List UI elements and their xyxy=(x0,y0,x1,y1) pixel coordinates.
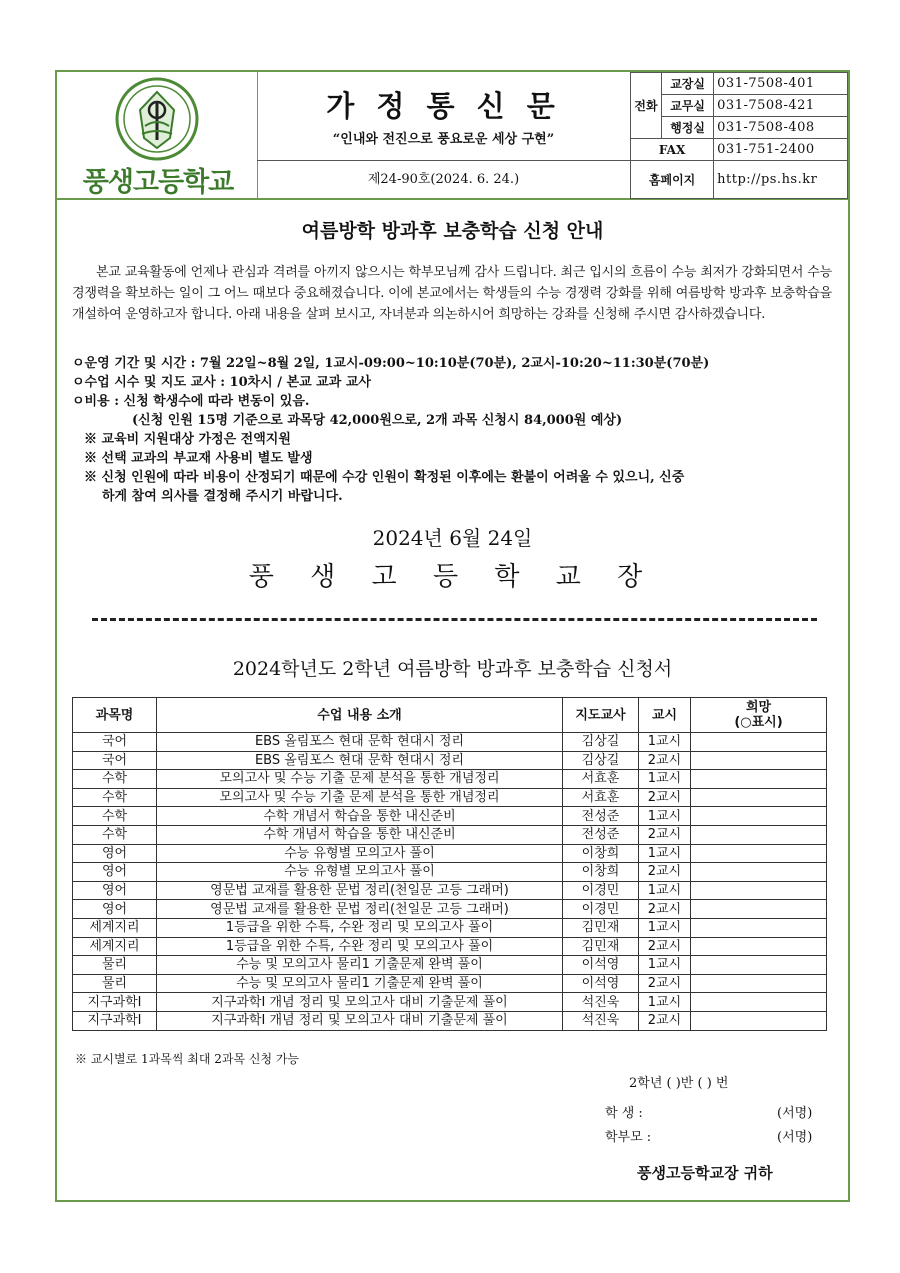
cell-subject: 물리 xyxy=(73,956,157,975)
cell-teacher: 전성준 xyxy=(563,825,639,844)
table-row xyxy=(73,881,827,900)
cell-content: 영문법 교재를 활용한 문법 정리(천일문 고등 그래머) xyxy=(157,881,563,900)
cell-period: 2교시 xyxy=(639,900,691,919)
phone-label: 전화 xyxy=(631,73,662,139)
cell-teacher: 서효훈 xyxy=(563,788,639,807)
table-row xyxy=(73,956,827,975)
cell-content: 수학 개념서 학습을 통한 내신준비 xyxy=(157,807,563,826)
header-wish xyxy=(691,698,827,733)
cell-content: 지구과학Ⅰ 개념 정리 및 모의고사 대비 기출문제 풀이 xyxy=(157,1011,563,1030)
cell-period: 1교시 xyxy=(639,807,691,826)
cell-period: 1교시 xyxy=(639,956,691,975)
cell-period: 1교시 xyxy=(639,993,691,1012)
cell-period: 2교시 xyxy=(639,974,691,993)
cell-subject: 수학 xyxy=(73,825,157,844)
title-cell xyxy=(257,72,631,198)
homepage-link[interactable]: http://ps.hs.kr xyxy=(714,161,848,199)
school-name: 풍생고등학교 xyxy=(82,167,234,198)
note-refund-cont: 하게 참여 의사를 결정해 주시기 바랍니다. xyxy=(102,489,343,504)
contact-label: 행정실 xyxy=(662,117,714,139)
cell-teacher: 김민재 xyxy=(563,937,639,956)
contact-number: 031-7508-408 xyxy=(714,117,848,139)
table-row xyxy=(73,825,827,844)
school-motto: “인내와 전진으로 풍요로운 세상 구현” xyxy=(332,132,555,147)
cost-item: ㅇ비용 : 신청 학생수에 따라 변동이 있음. xyxy=(72,394,310,409)
header-content: 수업 내용 소개 xyxy=(157,698,563,733)
cell-subject: 국어 xyxy=(73,733,157,752)
cell-period: 1교시 xyxy=(639,844,691,863)
cell-period: 2교시 xyxy=(639,788,691,807)
table-row xyxy=(73,1011,827,1030)
table-row xyxy=(73,863,827,882)
cell-period: 1교시 xyxy=(639,881,691,900)
note-textbook: ※ 선택 교과의 부교재 사용비 별도 발생 xyxy=(84,451,313,466)
cell-subject: 영어 xyxy=(73,844,157,863)
cost-detail: (신청 인원 15명 기준으로 과목당 42,000원으로, 2개 과목 신청시 84,000원 예상) xyxy=(132,413,623,428)
cell-period: 1교시 xyxy=(639,918,691,937)
cell-period: 2교시 xyxy=(639,863,691,882)
contact-label: 교장실 xyxy=(662,73,714,95)
cell-subject: 수학 xyxy=(73,807,157,826)
form-footnote: ※ 교시별로 1과목씩 최대 2과목 신청 가능 xyxy=(75,1052,300,1066)
cell-teacher: 이경민 xyxy=(563,900,639,919)
cell-content: 수능 유형별 모의고사 풀이 xyxy=(157,844,563,863)
table-row xyxy=(73,900,827,919)
cell-subject: 수학 xyxy=(73,770,157,789)
cell-content: EBS 올림포스 현대 문학 현대시 정리 xyxy=(157,751,563,770)
cell-period: 2교시 xyxy=(639,1011,691,1030)
intro-paragraph: 본교 교육활동에 언제나 관심과 격려를 아끼지 않으시는 학부모님께 감사 드립니다. 최근 입시의 흐름이 수능 최저가 강화되면서 수능 경쟁력을 확보하는 일이 그 어느 때보다 중요해졌습니다. 이에 본교에서는 학생들의 수능 경쟁력 강화를 위해 여름방학 방과후 보충학습을 개설하여 운영하고자 합니다. 아래 내용을 살펴 보시고, 자녀분과 의논하시어 희망하는 강좌를 신청해 주시면 감사하겠습니다. xyxy=(72,265,832,322)
table-row xyxy=(73,788,827,807)
cell-wish-checkbox[interactable] xyxy=(691,788,827,807)
cell-subject: 영어 xyxy=(73,863,157,882)
cell-subject: 세계지리 xyxy=(73,937,157,956)
homepage-label: 홈페이지 xyxy=(631,161,714,199)
cell-content: 모의고사 및 수능 기출 문제 분석을 통한 개념정리 xyxy=(157,788,563,807)
table-row xyxy=(73,807,827,826)
cell-teacher: 이경민 xyxy=(563,881,639,900)
contact-table xyxy=(630,72,848,198)
cell-teacher: 이석영 xyxy=(563,956,639,975)
student-seal[interactable]: (서명) xyxy=(777,1106,813,1121)
cell-subject: 지구과학Ⅰ xyxy=(73,1011,157,1030)
contact-number: 031-7508-401 xyxy=(714,73,848,95)
cell-teacher: 이석영 xyxy=(563,974,639,993)
cell-content: 지구과학Ⅰ 개념 정리 및 모의고사 대비 기출문제 풀이 xyxy=(157,993,563,1012)
cell-wish-checkbox[interactable] xyxy=(691,751,827,770)
notice-items xyxy=(72,354,842,506)
cell-teacher: 석진욱 xyxy=(563,993,639,1012)
cell-wish-checkbox[interactable] xyxy=(691,807,827,826)
cell-wish-checkbox[interactable] xyxy=(691,900,827,919)
cut-line xyxy=(92,618,817,621)
school-emblem-icon xyxy=(112,76,202,162)
student-label: 학 생 : xyxy=(605,1106,643,1121)
form-title: 2024학년도 2학년 여름방학 방과후 보충학습 신청서 xyxy=(232,658,673,680)
table-row xyxy=(73,974,827,993)
header-wish-label: 희망 xyxy=(745,700,772,715)
cell-wish-checkbox[interactable] xyxy=(691,974,827,993)
note-support: ※ 교육비 지원대상 가정은 전액지원 xyxy=(84,432,291,447)
course-table xyxy=(72,697,827,1031)
newsletter-title: 가 정 통 신 문 xyxy=(326,89,561,123)
cell-wish-checkbox[interactable] xyxy=(691,993,827,1012)
header-period: 교시 xyxy=(639,698,691,733)
parent-label: 학부모 : xyxy=(605,1130,652,1145)
cell-teacher: 전성준 xyxy=(563,807,639,826)
fax-number: 031-751-2400 xyxy=(714,139,848,161)
addressee: 풍생고등학교장 귀하 xyxy=(637,1164,773,1182)
fax-label: FAX xyxy=(631,139,714,161)
cell-period: 2교시 xyxy=(639,825,691,844)
contact-number: 031-7508-421 xyxy=(714,95,848,117)
schedule-item: ㅇ운영 기간 및 시간 : 7월 22일~8월 2일, 1교시-09:00~10:10분(70분), 2교시-10:20~11:30분(70분) xyxy=(72,356,710,371)
cell-subject: 국어 xyxy=(73,751,157,770)
cell-period: 1교시 xyxy=(639,733,691,752)
cell-teacher: 서효훈 xyxy=(563,770,639,789)
cell-content: 모의고사 및 수능 기출 문제 분석을 통한 개념정리 xyxy=(157,770,563,789)
cell-wish-checkbox[interactable] xyxy=(691,956,827,975)
cell-wish-checkbox[interactable] xyxy=(691,863,827,882)
cell-teacher: 이창희 xyxy=(563,863,639,882)
table-row xyxy=(73,918,827,937)
table-row xyxy=(73,751,827,770)
cell-period: 2교시 xyxy=(639,937,691,956)
cell-wish-checkbox[interactable] xyxy=(691,1011,827,1030)
cell-content: 수능 및 모의고사 물리1 기출문제 완벽 풀이 xyxy=(157,974,563,993)
cell-wish-checkbox[interactable] xyxy=(691,881,827,900)
cell-subject: 세계지리 xyxy=(73,918,157,937)
header-subject: 과목명 xyxy=(73,698,157,733)
cell-wish-checkbox[interactable] xyxy=(691,825,827,844)
cell-period: 2교시 xyxy=(639,751,691,770)
newsletter-frame xyxy=(55,70,850,1202)
table-row xyxy=(73,770,827,789)
newsletter-header xyxy=(57,72,848,200)
principal-signature: 풍 생 고 등 학 교 장 xyxy=(248,562,657,592)
header-wish-sub: (○표시) xyxy=(734,715,783,730)
cell-content: EBS 올림포스 현대 문학 현대시 정리 xyxy=(157,733,563,752)
cell-content: 수능 유형별 모의고사 풀이 xyxy=(157,863,563,882)
cell-teacher: 김상길 xyxy=(563,733,639,752)
cell-subject: 영어 xyxy=(73,900,157,919)
hours-teacher-item: ㅇ수업 시수 및 지도 교사 : 10차시 / 본교 교과 교사 xyxy=(72,375,371,390)
cell-teacher: 석진욱 xyxy=(563,1011,639,1030)
cell-wish-checkbox[interactable] xyxy=(691,770,827,789)
table-row xyxy=(73,937,827,956)
table-row xyxy=(73,733,827,752)
cell-content: 영문법 교재를 활용한 문법 정리(천일문 고등 그래머) xyxy=(157,900,563,919)
cell-wish-checkbox[interactable] xyxy=(691,918,827,937)
cell-subject: 지구과학Ⅰ xyxy=(73,993,157,1012)
cell-content: 1등급을 위한 수특, 수완 정리 및 모의고사 풀이 xyxy=(157,918,563,937)
contact-label: 교무실 xyxy=(662,95,714,117)
table-row xyxy=(73,844,827,863)
class-number-field[interactable]: 2학년 ( )반 ( ) 번 xyxy=(629,1076,729,1091)
note-refund: ※ 신청 인원에 따라 비용이 산정되기 때문에 수강 인원이 확정된 이후에는 환불이 어려울 수 있으니, 신중 xyxy=(84,470,685,485)
logo-cell xyxy=(57,72,258,198)
cell-wish-checkbox[interactable] xyxy=(691,844,827,863)
issue-number: 제24-90호(2024. 6. 24.) xyxy=(257,160,630,199)
parent-seal[interactable]: (서명) xyxy=(777,1130,813,1145)
cell-teacher: 김상길 xyxy=(563,751,639,770)
notice-title: 여름방학 방과후 보충학습 신청 안내 xyxy=(301,220,604,242)
header-teacher: 지도교사 xyxy=(563,698,639,733)
table-row xyxy=(73,993,827,1012)
cell-subject: 영어 xyxy=(73,881,157,900)
cell-wish-checkbox[interactable] xyxy=(691,937,827,956)
cell-subject: 물리 xyxy=(73,974,157,993)
cell-teacher: 이창희 xyxy=(563,844,639,863)
cell-content: 수능 및 모의고사 물리1 기출문제 완벽 풀이 xyxy=(157,956,563,975)
table-header-row xyxy=(73,698,827,733)
cell-wish-checkbox[interactable] xyxy=(691,733,827,752)
cell-content: 1등급을 위한 수특, 수완 정리 및 모의고사 풀이 xyxy=(157,937,563,956)
cell-teacher: 김민재 xyxy=(563,918,639,937)
cell-content: 수학 개념서 학습을 통한 내신준비 xyxy=(157,825,563,844)
cell-period: 1교시 xyxy=(639,770,691,789)
notice-date: 2024년 6월 24일 xyxy=(372,526,533,550)
cell-subject: 수학 xyxy=(73,788,157,807)
